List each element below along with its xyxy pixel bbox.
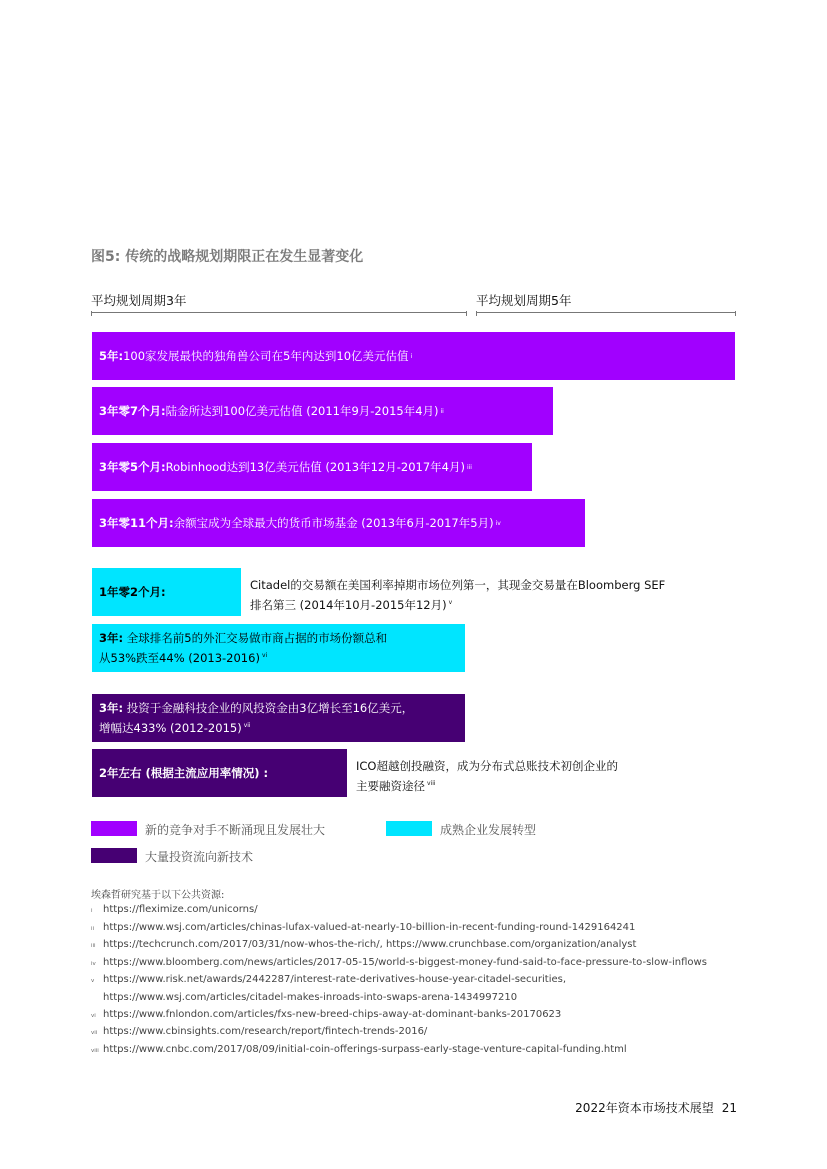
legend-swatch-purple [91,821,137,836]
source-link[interactable]: https://www.cbinsights.com/research/report/fintech-trends-2016/ [103,1026,428,1038]
page-number: 21 [721,1101,737,1115]
footnote-ref: v [448,599,453,606]
timeline-bar-unicorns [92,332,735,380]
source-item: vii https://www.cbinsights.com/research/report/fintech-trends-2016/ [91,1024,707,1042]
timeline-bar-yuebao [92,499,585,547]
footnote-ref: ii [440,407,444,415]
bar-description: 余额宝成为全球最大的货币市场基金 (2013年6月-2017年5月) [173,516,494,530]
bar-description-line2: 从53%跌至44% (2013-2016) [99,650,260,665]
source-item: v https://www.risk.net/awards/2442287/interest-rate-derivatives-house-year-citadel-securities, [91,972,707,990]
bar-duration: 3年零7个月: [99,404,166,418]
timeline-bar-lufax [92,387,553,435]
scale-tick [91,311,92,316]
bar-duration: 2年左右 (根据主流应用率情况) : [99,766,269,780]
source-link[interactable]: https://www.cnbc.com/2017/08/09/initial-coin-offerings-surpass-early-stage-venture-capital-funding.html [103,1043,627,1055]
timeline-bar-citadel [92,568,241,616]
source-item: i https://fleximize.com/unicorns/ [91,902,707,920]
scale-tick [476,311,477,316]
scale-label-5yr: 平均规划周期5年 [476,293,572,308]
timeline-bar-ico [92,749,347,797]
scale-tick [466,311,467,316]
source-item: vi https://www.fnlondon.com/articles/fxs-new-breed-chips-away-at-dominant-banks-20170623 [91,1007,707,1025]
sources-list [91,902,707,1059]
side-text-line: 排名第三 (2014年10月-2015年12月) [250,597,447,612]
legend-label-investment: 大量投资流向新技术 [145,850,254,864]
bar-duration: 3年零11个月: [99,516,174,530]
source-item: ii https://www.wsj.com/articles/chinas-lufax-valued-at-nearly-10-billion-in-recent-funding-round-1429164241 [91,920,707,938]
footnote-ref: i [410,352,413,360]
source-link[interactable]: https://fleximize.com/unicorns/ [103,904,258,915]
legend-label-mature-transform: 成熟企业发展转型 [440,823,537,837]
source-link[interactable]: https://www.fnlondon.com/articles/fxs-new-breed-chips-away-at-dominant-banks-20170623 [103,1008,562,1020]
bar-duration: 3年零5个月: [99,460,166,474]
bar-description: 陆金所达到100亿美元估值 (2011年9月-2015年4月) [165,404,439,418]
side-text-line: Citadel的交易额在美国利率掉期市场位列第一，其现金交易量在Bloomberg SEF [250,578,666,592]
timeline-bar-robinhood [92,443,532,491]
footnote-ref: iii [466,463,472,471]
side-text-line: ICO超越创投融资，成为分布式总账技术初创企业的 [356,759,618,773]
bar-description: 投资于金融科技企业的风投资金由3亿增长至16亿美元， [123,701,414,716]
sources-heading: 埃森哲研究基于以下公共资源: [91,890,225,901]
bar-description: 全球排名前5的外汇交易做市商占据的市场份额总和 [123,631,388,646]
bar-description: Robinhood达到13亿美元估值 (2013年12月-2017年4月) [165,460,465,474]
footnote-ref: vi [261,652,268,660]
bar-description: 100家发展最快的独角兽公司在5年内达到10亿美元估值 [123,349,409,363]
source-link[interactable]: https://techcrunch.com/2017/03/31/now-whos-the-rich/, https://www.crunchbase.com/organization/analyst [103,939,637,951]
source-link[interactable]: https://www.wsj.com/articles/citadel-makes-inroads-into-swaps-arena-1434997210 [103,991,518,1003]
bar-duration: 3年: [99,701,124,716]
legend-swatch-cyan [386,821,432,836]
source-item: viii https://www.cnbc.com/2017/08/09/initial-coin-offerings-surpass-early-stage-venture-capital-funding.html [91,1042,707,1060]
source-link[interactable]: https://www.risk.net/awards/2442287/interest-rate-derivatives-house-year-citadel-securities, [103,974,567,986]
citadel-description [250,576,665,614]
timeline-bar-fx-market-share [92,624,465,672]
scale-label-3yr: 平均规划周期3年 [91,293,187,308]
source-item: iv https://www.bloomberg.com/news/articles/2017-05-15/world-s-biggest-money-fund-said-to-face-pressure-to-slow-inflows [91,955,707,973]
bar-duration: 3年: [99,631,124,646]
ico-description [356,757,618,795]
scale-tick [735,311,736,316]
scale-line-5yr [476,312,736,313]
source-item: iii https://techcrunch.com/2017/03/31/now-whos-the-rich/, https://www.crunchbase.com/organization/analyst [91,937,707,955]
bar-duration: 1年零2个月: [99,585,166,599]
timeline-bar-vc-fintech [92,694,465,742]
footnote-ref: viii [427,780,436,787]
page-footer [575,1099,737,1116]
bar-duration: 5年: [99,349,124,363]
footnote-ref: iv [495,519,501,527]
scale-line-3yr [91,312,466,313]
footnote-ref: vii [243,722,251,730]
legend-label-new-competitors: 新的竞争对手不断涌现且发展壮大 [145,823,326,837]
figure-title: 图5: 传统的战略规划期限正在发生显著变化 [91,249,364,265]
source-link[interactable]: https://www.wsj.com/articles/chinas-lufax-valued-at-nearly-10-billion-in-recent-funding-round-1429164241 [103,921,636,933]
legend-swatch-dark-purple [91,848,137,863]
side-text-line: 主要融资途径 [356,778,425,793]
source-item [91,990,707,1007]
source-link[interactable]: https://www.bloomberg.com/news/articles/2017-05-15/world-s-biggest-money-fund-said-to-face-pressure-to-slow-inflows [103,956,707,968]
bar-description-line2: 增幅达433% (2012-2015) [99,720,242,735]
footer-title: 2022年资本市场技术展望 [575,1101,714,1115]
